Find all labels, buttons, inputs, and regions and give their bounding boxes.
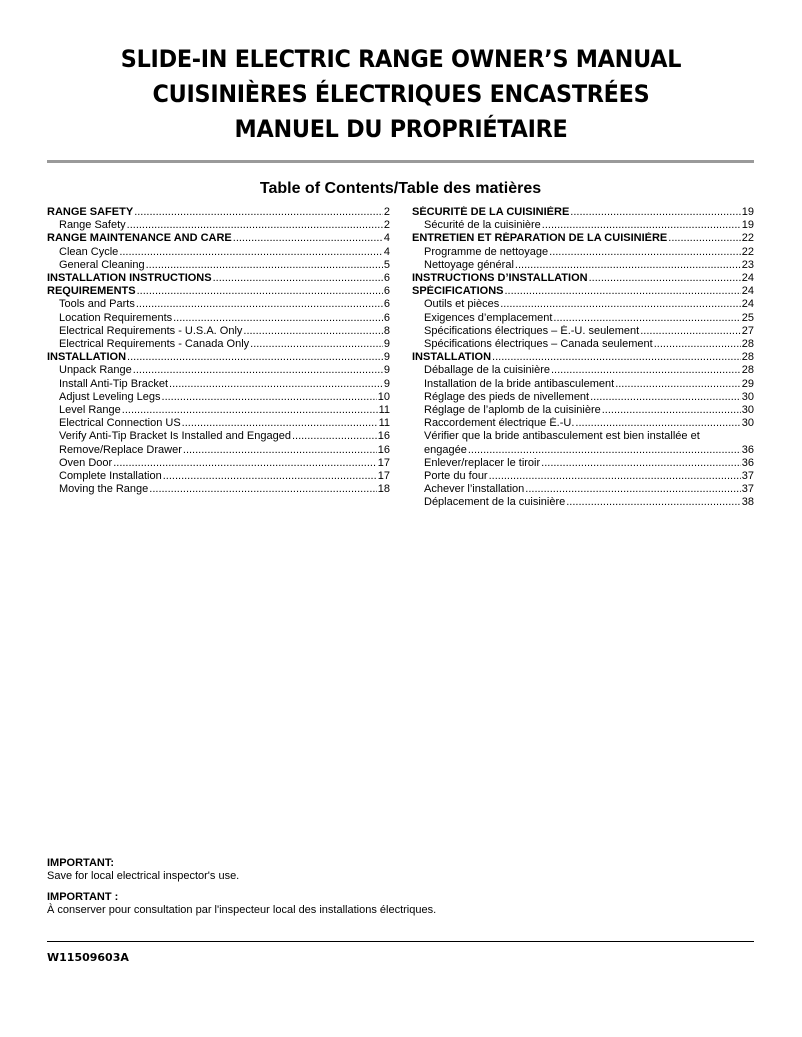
toc-leader-dots — [133, 364, 383, 377]
toc-entry[interactable] — [47, 391, 390, 404]
toc-leader-dots — [182, 417, 378, 430]
toc-section-entry[interactable] — [412, 206, 754, 219]
toc-entry-label: Porte du four — [424, 470, 488, 483]
toc-section-entry[interactable] — [47, 206, 390, 219]
toc-entry-label: RANGE MAINTENANCE AND CARE — [47, 232, 232, 245]
toc-leader-dots — [113, 457, 377, 470]
toc-page-number: 4 — [383, 245, 390, 258]
toc-leader-dots — [169, 378, 383, 391]
toc-leader-dots — [549, 246, 741, 259]
toc-page-number: 9 — [383, 364, 390, 377]
toc-entry-label: ENTRETIEN ET RÉPARATION DE LA CUISINIÈRE — [412, 232, 668, 245]
toc-entry-label: Déplacement de la cuisinière — [424, 496, 566, 509]
toc-entry[interactable] — [47, 219, 390, 232]
toc-entry[interactable] — [412, 338, 754, 351]
important-text-fr: À conserver pour consultation par l'inspecteur local des installations électriques. — [47, 904, 437, 916]
toc-leader-dots — [292, 430, 377, 443]
toc-page-number: 24 — [741, 285, 754, 298]
toc-entry-label: REQUIREMENTS — [47, 285, 136, 298]
toc-page-number: 24 — [741, 272, 754, 285]
toc-leader-dots — [575, 417, 740, 430]
toc-page-number: 30 — [741, 404, 754, 417]
toc-entry[interactable] — [412, 325, 754, 338]
toc-entry-label: Exigences d’emplacement — [424, 311, 553, 324]
title-line-french: CUISINIÈRES ÉLECTRIQUES ENCASTRÉES — [152, 80, 650, 108]
toc-leader-dots — [551, 364, 741, 377]
toc-page-number: 38 — [741, 496, 754, 509]
toc-page-number: 19 — [741, 219, 754, 232]
toc-page-number: 6 — [383, 285, 390, 298]
toc-leader-dots — [570, 206, 740, 219]
toc-page-number: 16 — [377, 443, 390, 456]
toc-leader-dots — [162, 391, 377, 404]
toc-leader-dots — [119, 246, 383, 259]
header-divider — [47, 160, 754, 163]
toc-entry-label: SPÉCIFICATIONS — [412, 285, 504, 298]
toc-leader-dots — [468, 444, 741, 457]
toc-leader-dots — [127, 351, 383, 364]
toc-entry-label: SÉCURITÉ DE LA CUISINIÈRE — [412, 206, 570, 218]
toc-column-french — [412, 206, 754, 510]
toc-leader-dots — [213, 272, 383, 285]
toc-entry-label: Level Range — [59, 404, 121, 417]
toc-leader-dots — [489, 470, 741, 483]
toc-section-entry[interactable] — [47, 272, 390, 285]
toc-leader-dots — [668, 232, 740, 245]
toc-entry[interactable] — [47, 325, 390, 338]
toc-entry-label: Remove/Replace Drawer — [59, 443, 182, 456]
toc-leader-dots — [615, 378, 741, 391]
toc-entry-label: Réglage de l’aplomb de la cuisinière — [424, 404, 601, 417]
toc-leader-dots — [525, 483, 740, 496]
toc-entry-label: Unpack Range — [59, 364, 132, 377]
toc-leader-dots — [173, 312, 383, 325]
toc-entry[interactable] — [412, 219, 754, 232]
toc-page-number: 11 — [378, 417, 390, 430]
toc-leader-dots — [134, 206, 383, 219]
toc-leader-dots — [183, 444, 377, 457]
toc-entry-label: Oven Door — [59, 456, 113, 469]
toc-section-entry[interactable] — [412, 272, 754, 285]
toc-entry[interactable] — [412, 364, 754, 377]
toc-page-number: 16 — [377, 430, 390, 443]
toc-entry[interactable] — [47, 364, 390, 377]
toc-leader-dots — [504, 285, 740, 298]
toc-page-number: 6 — [383, 272, 390, 285]
toc-page-number: 27 — [741, 324, 754, 337]
toc-section-entry[interactable] — [47, 285, 390, 298]
toc-entry-label: Range Safety — [59, 219, 126, 232]
toc-page-number: 29 — [741, 377, 754, 390]
toc-page-number: 2 — [383, 206, 390, 218]
important-heading-en: IMPORTANT: — [47, 857, 115, 869]
toc-entry[interactable] — [412, 312, 754, 325]
toc-entry[interactable] — [47, 312, 390, 325]
toc-page-number: 17 — [377, 470, 390, 483]
toc-entry-label: Spécifications électriques – Canada seulement — [424, 338, 653, 351]
toc-entry[interactable] — [412, 246, 754, 259]
toc-entry-label: Electrical Requirements - Canada Only — [59, 338, 250, 351]
toc-entry[interactable] — [412, 259, 754, 272]
toc-page-number: 4 — [383, 232, 390, 245]
toc-entry[interactable] — [47, 430, 390, 443]
toc-leader-dots — [500, 298, 741, 311]
toc-entry-label: Réglage des pieds de nivellement — [424, 390, 590, 403]
toc-entry[interactable] — [412, 378, 754, 391]
toc-page-number: 36 — [741, 456, 754, 469]
toc-leader-dots — [233, 232, 383, 245]
toc-page-number: 2 — [383, 219, 390, 232]
toc-page-number: 17 — [377, 456, 390, 469]
toc-leader-dots — [163, 470, 377, 483]
toc-leader-dots — [640, 325, 741, 338]
toc-entry-label: Clean Cycle — [59, 245, 119, 258]
toc-entry-label: RANGE SAFETY — [47, 206, 134, 218]
toc-entry-label: Complete Installation — [59, 470, 162, 483]
toc-entry[interactable] — [412, 470, 754, 483]
toc-entry-continued[interactable] — [412, 444, 754, 457]
toc-entry-label: Programme de nettoyage — [424, 245, 549, 258]
toc-leader-dots — [250, 338, 383, 351]
toc-page-number: 6 — [383, 311, 390, 324]
toc-entry-label-continued: engagée — [424, 443, 467, 456]
toc-entry[interactable] — [412, 298, 754, 311]
toc-entry[interactable] — [47, 417, 390, 430]
toc-leader-dots — [149, 483, 376, 496]
toc-leader-dots — [122, 404, 378, 417]
toc-page-number: 23 — [741, 258, 754, 271]
toc-leader-dots — [654, 338, 741, 351]
toc-entry[interactable] — [412, 391, 754, 404]
toc-entry-label: Enlever/replacer le tiroir — [424, 456, 541, 469]
toc-entry-label: INSTALLATION INSTRUCTIONS — [47, 272, 212, 285]
toc-entry-label: Sécurité de la cuisinière — [424, 219, 541, 232]
toc-leader-dots — [137, 285, 383, 298]
toc-entry-label: Moving the Range — [59, 483, 149, 496]
toc-page-number: 9 — [383, 338, 390, 351]
toc-page-number: 24 — [741, 298, 754, 311]
toc-entry[interactable] — [47, 457, 390, 470]
toc-entry-label: General Cleaning — [59, 258, 145, 271]
toc-leader-dots — [492, 351, 741, 364]
toc-entry[interactable] — [412, 483, 754, 496]
toc-entry-label: Tools and Parts — [59, 298, 135, 311]
important-notes — [47, 857, 754, 917]
toc-section-entry[interactable] — [47, 232, 390, 245]
toc-heading: Table of Contents/Table des matières — [259, 180, 542, 197]
toc-entry[interactable] — [47, 298, 390, 311]
toc-entry-label: Electrical Connection US — [59, 417, 181, 430]
toc-entry-label: Location Requirements — [59, 311, 173, 324]
toc-entry[interactable] — [47, 483, 390, 496]
toc-section-entry[interactable] — [412, 351, 754, 364]
toc-entry-label: Déballage de la cuisinière — [424, 364, 550, 377]
toc-leader-dots — [127, 219, 383, 232]
toc-page-number: 8 — [383, 324, 390, 337]
toc-leader-dots — [566, 496, 741, 509]
toc-section-entry[interactable] — [412, 232, 754, 245]
toc-leader-dots — [589, 272, 741, 285]
toc-leader-dots — [590, 391, 741, 404]
toc-entry-label: Install Anti-Tip Bracket — [59, 377, 169, 390]
toc-entry-label: INSTRUCTIONS D’INSTALLATION — [412, 272, 588, 285]
toc-leader-dots — [146, 259, 383, 272]
toc-entry-label: Spécifications électriques – É.-U. seulement — [424, 324, 640, 337]
toc-entry[interactable] — [412, 430, 754, 443]
toc-entry[interactable] — [412, 417, 754, 430]
toc-entry-label: INSTALLATION — [47, 351, 127, 364]
toc-leader-dots — [553, 312, 740, 325]
toc-entry-label: Vérifier que la bride antibasculement est bien installée et — [424, 430, 700, 443]
toc-page-number: 9 — [383, 377, 390, 390]
important-heading-fr: IMPORTANT : — [47, 891, 119, 903]
toc-entry[interactable] — [47, 378, 390, 391]
toc-page-number: 22 — [741, 245, 754, 258]
toc-entry[interactable] — [47, 246, 390, 259]
toc-page-number: 37 — [741, 483, 754, 496]
toc-entry-label: Electrical Requirements - U.S.A. Only — [59, 324, 243, 337]
toc-entry[interactable] — [412, 404, 754, 417]
title-line-english: SLIDE-IN ELECTRIC RANGE OWNER’S MANUAL — [120, 45, 682, 73]
document-number: W11509603A — [47, 951, 129, 964]
toc-leader-dots — [542, 219, 741, 232]
toc-column-english — [47, 206, 390, 496]
toc-page-number: 10 — [377, 390, 390, 403]
toc-entry-label: Installation de la bride antibasculement — [424, 377, 615, 390]
toc-page-number: 30 — [741, 417, 754, 430]
footer-divider — [47, 941, 754, 942]
toc-entry-label: Adjust Leveling Legs — [59, 390, 161, 403]
toc-entry[interactable] — [412, 457, 754, 470]
title-line-french-2: MANUEL DU PROPRIÉTAIRE — [234, 115, 568, 143]
toc-page-number: 30 — [741, 390, 754, 403]
toc-page-number: 28 — [741, 364, 754, 377]
toc-page-number: 18 — [377, 483, 390, 496]
toc-page-number: 22 — [741, 232, 754, 245]
toc-entry[interactable] — [47, 259, 390, 272]
manual-title — [65, 42, 736, 147]
toc-leader-dots — [243, 325, 382, 338]
toc-leader-dots — [515, 259, 741, 272]
toc-entry-label: INSTALLATION — [412, 351, 492, 364]
toc-entry[interactable] — [47, 444, 390, 457]
toc-entry[interactable] — [47, 338, 390, 351]
toc-page-number: 19 — [741, 206, 754, 218]
toc-section-entry[interactable] — [412, 285, 754, 298]
toc-entry-label: Raccordement électrique É.-U. — [424, 417, 575, 430]
toc-leader-dots — [541, 457, 741, 470]
important-text-en: Save for local electrical inspector's use. — [47, 870, 240, 882]
toc-page-number: 37 — [741, 470, 754, 483]
toc-section-entry[interactable] — [47, 351, 390, 364]
toc-entry[interactable] — [412, 496, 754, 509]
toc-page-number: 36 — [741, 443, 754, 456]
toc-page-number: 11 — [378, 404, 390, 417]
toc-entry-label: Verify Anti-Tip Bracket Is Installed and Engaged — [59, 430, 291, 443]
toc-page-number: 25 — [741, 311, 754, 324]
toc-page-number: 6 — [383, 298, 390, 311]
toc-entry-label: Outils et pièces — [424, 298, 500, 311]
toc-entry[interactable] — [47, 404, 390, 417]
toc-entry[interactable] — [47, 470, 390, 483]
toc-page-number: 9 — [383, 351, 390, 364]
toc-leader-dots — [136, 298, 383, 311]
toc-page-number: 28 — [741, 338, 754, 351]
toc-entry-label: Achever l’installation — [424, 483, 525, 496]
toc-leader-dots — [602, 404, 741, 417]
toc-page-number: 28 — [741, 351, 754, 364]
toc-page-number: 5 — [383, 258, 390, 271]
toc-entry-label: Nettoyage général — [424, 258, 514, 271]
